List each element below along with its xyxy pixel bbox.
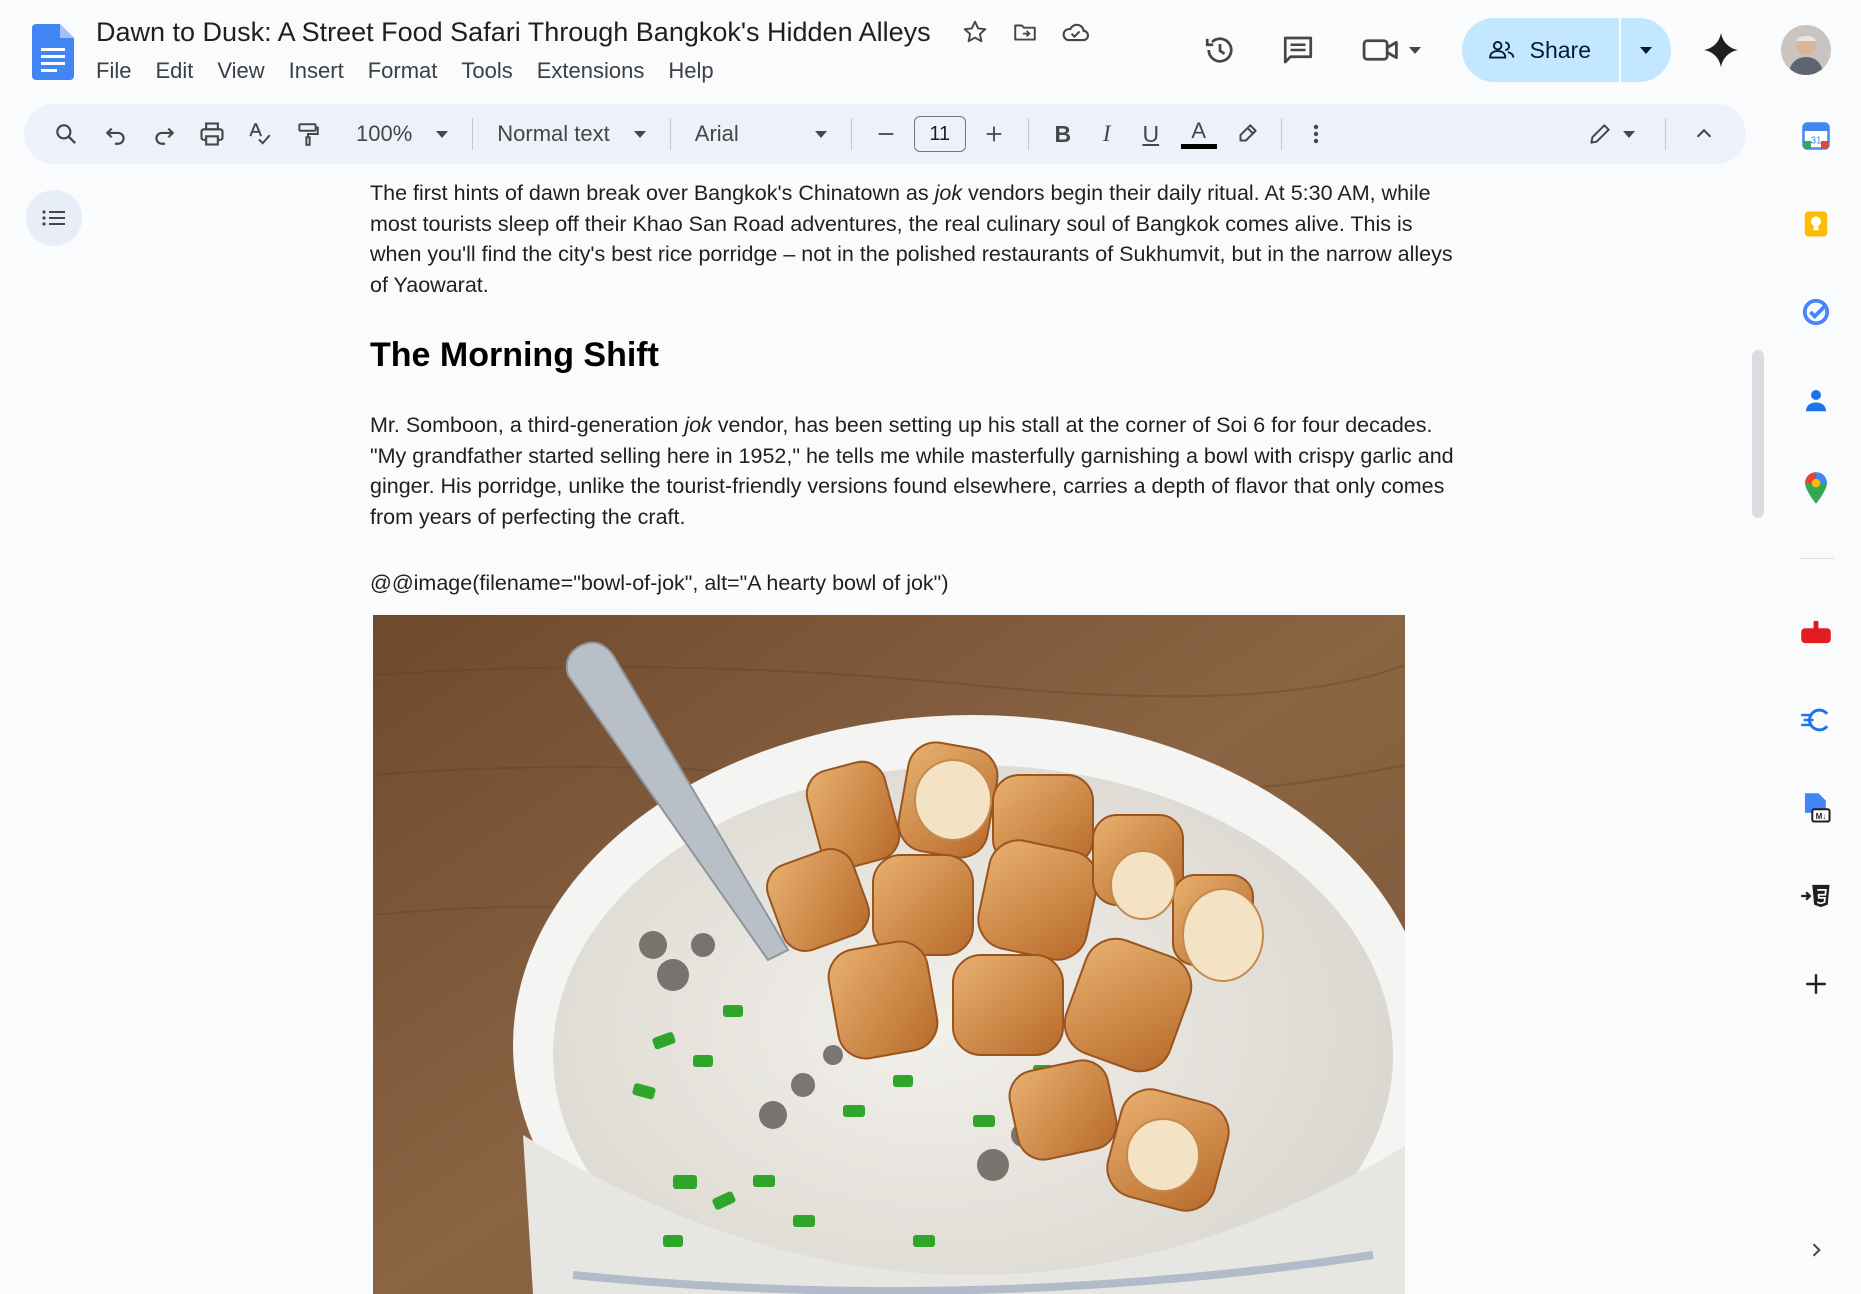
addon-icon[interactable] [1786, 602, 1846, 662]
font-family-value: Arial [694, 121, 739, 146]
menu-insert[interactable]: Insert [288, 58, 344, 83]
menu-view[interactable]: View [217, 58, 265, 83]
document-title[interactable]: Dawn to Dusk: A Street Food Safari Through Bangkok's Hidden Alleys [96, 16, 931, 47]
text-color-swatch [1181, 144, 1217, 149]
font-size-input[interactable]: 11 [914, 116, 966, 152]
share-label: Share [1529, 36, 1591, 63]
toolbar-divider [1028, 118, 1029, 150]
menu-edit[interactable]: Edit [155, 58, 194, 83]
text-color-letter: A [1191, 117, 1207, 143]
font-caret-icon [815, 131, 827, 138]
menu-extensions[interactable]: Extensions [536, 58, 645, 83]
outline-list-icon [41, 208, 67, 228]
toolbar-divider [670, 118, 671, 150]
bold-button[interactable]: B [1054, 120, 1072, 147]
text-color-button[interactable] [1177, 112, 1221, 156]
maps-icon[interactable] [1786, 458, 1846, 518]
body-text-a: Mr. Somboon, a third-generation [370, 413, 685, 437]
intro-paragraph[interactable] [370, 178, 1460, 300]
keep-icon[interactable] [1786, 194, 1846, 254]
app-header [0, 0, 1861, 100]
version-history-icon[interactable] [1194, 24, 1246, 76]
meet-icon[interactable] [1354, 24, 1428, 76]
style-caret-icon [634, 131, 646, 138]
body-text-b: vendor, has been setting up his stall at the corner of Soi 6 for four decades. "My grandfather started selling here in 1952," he tells me while masterfully garnishing a bowl with crispy garlic and ginger. His porridge, unlike the tourist-friendly versions found elsewhere, carries a depth of flavor that only comes from years of perfecting the craft. [370, 413, 1454, 529]
undo-icon[interactable] [94, 112, 138, 156]
zoom-value: 100% [356, 121, 413, 146]
menu-tools[interactable]: Tools [461, 58, 513, 83]
tasks-icon[interactable] [1786, 282, 1846, 342]
share-caret-icon [1640, 47, 1652, 54]
people-icon [1488, 38, 1516, 62]
add-icon[interactable] [1786, 954, 1846, 1014]
svg-text:M↓: M↓ [1815, 812, 1827, 822]
intro-text-a: The first hints of dawn break over Bangkok's Chinatown as [370, 181, 935, 205]
paint-format-icon[interactable] [286, 112, 330, 156]
star-icon[interactable] [959, 16, 991, 48]
editing-mode-button[interactable] [1579, 112, 1643, 156]
menu-format[interactable]: Format [367, 58, 438, 83]
italic-button[interactable]: I [1102, 121, 1111, 146]
toolbar-divider [851, 118, 852, 150]
document-scrollbar[interactable] [1752, 350, 1764, 518]
spellcheck-icon[interactable] [238, 112, 282, 156]
more-options-icon[interactable] [1294, 112, 1338, 156]
side-panel [1786, 100, 1846, 1294]
paragraph-style-value: Normal text [497, 121, 610, 146]
share-button-group [1462, 18, 1671, 82]
print-icon[interactable] [190, 112, 234, 156]
underline-button[interactable]: U [1142, 120, 1160, 147]
search-menus-icon[interactable] [44, 112, 88, 156]
contacts-icon[interactable] [1786, 370, 1846, 430]
toolbar-divider [1281, 118, 1282, 150]
svg-text:31: 31 [1810, 135, 1822, 147]
menu-help[interactable]: Help [668, 58, 714, 83]
meet-caret-icon[interactable] [1409, 47, 1421, 54]
jok-bowl-photo[interactable] [373, 615, 1405, 1294]
menu-file[interactable]: File [96, 58, 132, 83]
calendar-icon[interactable] [1786, 106, 1846, 166]
pencil-icon [1587, 121, 1613, 147]
share-dropdown-button[interactable] [1619, 18, 1671, 82]
docs-logo-icon[interactable] [32, 24, 74, 80]
zoom-dropdown[interactable] [344, 112, 460, 156]
html-export-icon[interactable] [1786, 866, 1846, 926]
toolbar-divider [1665, 118, 1666, 150]
image-tag-line[interactable]: @@image(filename="bowl-of-jok", alt="A hearty bowl of jok") [370, 571, 949, 595]
expand-side-panel-chevron-icon[interactable] [1786, 1220, 1846, 1280]
increase-font-size-icon[interactable] [972, 112, 1016, 156]
formatting-toolbar [24, 104, 1746, 164]
highlight-color-icon[interactable] [1225, 112, 1269, 156]
decrease-font-size-icon[interactable] [864, 112, 908, 156]
intro-text-b: vendors begin their daily ritual. At 5:30 AM, while most tourists sleep off their Khao San Road adventures, the real culinary soul of Bangkok comes alive. This is when you'll find the city's best rice porridge – not in the polished restaurants of Sukhumvit, but in the narrow alleys of Yaowarat. [370, 181, 1453, 297]
document-page[interactable] [370, 164, 1470, 1294]
body-paragraph[interactable] [370, 410, 1460, 532]
cloud-saved-icon[interactable] [1059, 16, 1091, 48]
hide-menus-chevron-icon[interactable] [1682, 112, 1726, 156]
gemini-icon[interactable] [1695, 24, 1747, 76]
move-to-folder-icon[interactable] [1009, 16, 1041, 48]
editing-caret-icon [1623, 131, 1635, 138]
redo-icon[interactable] [142, 112, 186, 156]
addon-c-icon[interactable] [1786, 690, 1846, 750]
section-heading[interactable]: The Morning Shift [370, 336, 659, 374]
docs-markdown-icon[interactable] [1786, 778, 1846, 838]
menu-bar [96, 56, 726, 86]
user-avatar[interactable] [1781, 25, 1831, 75]
body-italic-word: jok [684, 413, 712, 437]
paragraph-style-dropdown[interactable] [485, 112, 657, 156]
document-outline-button[interactable] [26, 190, 82, 246]
share-button[interactable] [1462, 18, 1619, 82]
toolbar-divider [472, 118, 473, 150]
intro-italic-word: jok [934, 181, 963, 205]
side-panel-divider [1800, 558, 1834, 559]
font-family-dropdown[interactable] [683, 112, 839, 156]
comments-icon[interactable] [1272, 24, 1324, 76]
zoom-caret-icon [436, 131, 448, 138]
